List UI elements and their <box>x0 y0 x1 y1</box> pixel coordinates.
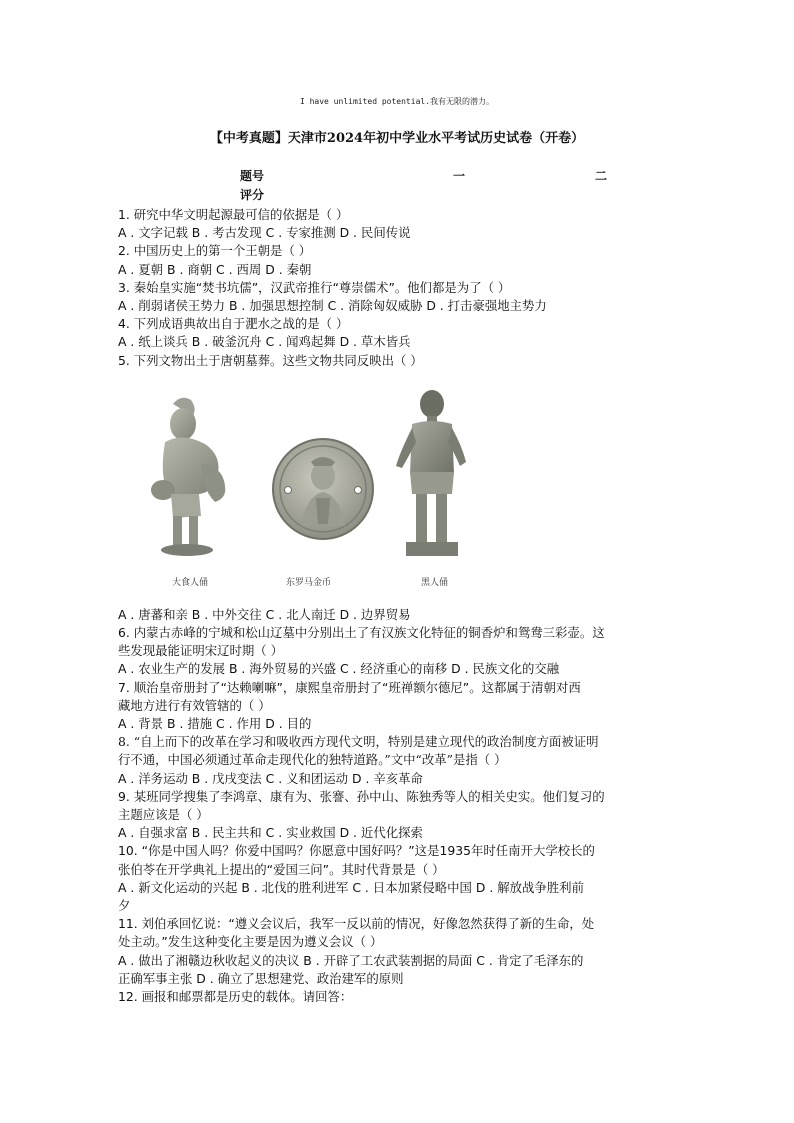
question-9-line-2: 主题应该是（ ） <box>118 807 209 823</box>
question-8-line-1: 8. “自上而下的改革在学习和吸收西方现代文明，特别是建立现代的政治制度方面被证明 <box>118 734 599 750</box>
question-4: 4. 下列成语典故出自于淝水之战的是（ ） <box>118 316 349 332</box>
caption-figurine-1: 大食人俑 <box>172 577 209 588</box>
question-10-options-line-1: A . 新文化运动的兴起 B . 北伐的胜利进军 C . 日本加紧侵略中国 D . 解放战争胜利前 <box>118 879 584 895</box>
question-6-options: A . 农业生产的发展 B . 海外贸易的兴盛 C . 经济重心的南移 D . 民族文化的交融 <box>118 661 560 677</box>
question-10-line-2: 张伯苓在开学典礼上提出的“爱国三问”。其时代背景是（ ） <box>118 861 445 877</box>
question-11-options-line-1: A . 做出了湘赣边秋收起义的决议 B . 开辟了工农武装割据的局面 C . 肯定了毛泽东的 <box>118 952 584 968</box>
question-3-options: A . 削弱诸侯王势力 B . 加强思想控制 C . 消除匈奴威胁 D . 打击豪强地主势力 <box>118 298 547 314</box>
question-5-options: A . 唐蕃和亲 B . 中外交往 C . 北人南迁 D . 边界贸易 <box>118 606 411 622</box>
question-3: 3. 秦始皇实施“焚书坑儒”，汉武帝推行“尊崇儒术”。他们都是为了（ ） <box>118 279 511 295</box>
question-2: 2. 中国历史上的第一个王朝是（ ） <box>118 243 312 259</box>
page-title: 【中考真题】天津市2024年初中学业水平考试历史试卷（开卷） <box>209 131 585 146</box>
question-7-line-1: 7. 顺治皇帝册封了“达赖喇嘛”，康熙皇帝册封了“班禅额尔德尼”。这都属于清朝对西 <box>118 679 581 695</box>
question-11-line-2: 处主动。”发生这种变化主要是因为遵义会议（ ） <box>118 934 383 950</box>
question-11-options-line-2: 正确军事主张 D . 确立了思想建党、政治建军的原则 <box>118 970 404 986</box>
score-table-col-label: 题号 <box>240 169 265 183</box>
caption-gold-coin: 东罗马金币 <box>286 577 332 588</box>
question-10-line-1: 10. “你是中国人吗？你爱中国吗？你愿意中国好吗？”这是1935年时任南开大学校长的 <box>118 843 595 859</box>
figurine-2-image <box>388 382 478 572</box>
figurine-1-image <box>143 394 233 564</box>
question-6-line-2: 些发现最能证明宋辽时期（ ） <box>118 643 284 659</box>
score-table <box>240 167 620 201</box>
question-12: 12. 画报和邮票都是历史的载体。请回答： <box>118 989 353 1005</box>
question-1-options: A . 文字记载 B . 考古发现 C . 专家推测 D . 民间传说 <box>118 225 411 241</box>
motto: I have unlimited potential.我有无限的潜力。 <box>299 97 495 106</box>
question-1: 1. 研究中华文明起源最可信的依据是（ ） <box>118 207 349 222</box>
question-2-options: A . 夏朝 B . 商朝 C . 西周 D . 秦朝 <box>118 261 312 277</box>
question-5: 5. 下列文物出土于唐朝墓葬。这些文物共同反映出（ ） <box>118 352 423 368</box>
question-9-options: A . 自强求富 B . 民主共和 C . 实业救国 D . 近代化探索 <box>118 825 423 841</box>
question-8-line-2: 行不通，中国必须通过革命走现代化的独特道路。”文中“改革”是指（ ） <box>118 752 507 768</box>
question-6-line-1: 6. 内蒙古赤峰的宁城和松山辽墓中分别出土了有汉族文化特征的铜香炉和鸳鸯三彩壶。这 <box>118 625 605 641</box>
question-10-options-line-2: 夕 <box>118 898 131 914</box>
question-9-line-1: 9. 某班同学搜集了李鸿章、康有为、张謇、孙中山、陈独秀等人的相关史实。他们复习的 <box>118 788 605 804</box>
artifact-figure <box>118 374 678 600</box>
gold-coin-image <box>268 434 378 544</box>
question-11-line-1: 11. 刘伯承回忆说：“遵义会议后，我军一反以前的情况，好像忽然获得了新的生命，处 <box>118 916 595 932</box>
question-7-line-2: 藏地方进行有效管辖的（ ） <box>118 697 271 713</box>
question-7-options: A . 背景 B . 措施 C . 作用 D . 目的 <box>118 716 312 732</box>
question-8-options: A . 洋务运动 B . 戊戌变法 C . 义和团运动 D . 辛亥革命 <box>118 770 423 786</box>
question-4-options: A . 纸上谈兵 B . 破釜沉舟 C . 闻鸡起舞 D . 草木皆兵 <box>118 334 411 350</box>
question-list <box>118 206 678 1006</box>
score-table-col-2: 二 <box>595 169 608 183</box>
caption-figurine-2: 黑人俑 <box>421 577 449 588</box>
score-table-row-label: 评分 <box>240 188 265 202</box>
score-table-col-1: 一 <box>453 169 466 183</box>
